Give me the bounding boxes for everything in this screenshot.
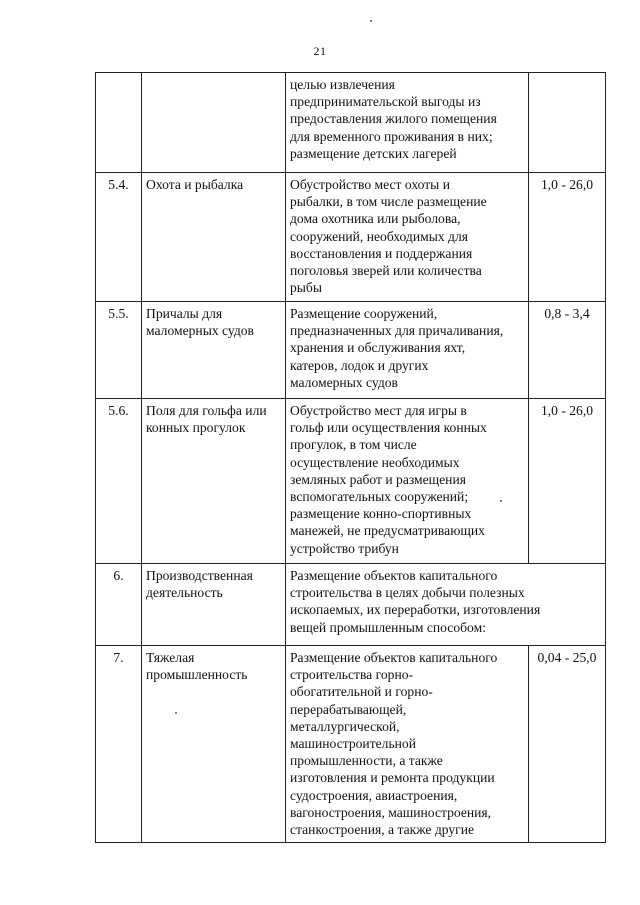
table-row xyxy=(96,173,606,302)
row-description: Размещение объектов капитального строительства в целях добычи полезных ископаемых, их переработки, изготовления вещей промышленным способом: xyxy=(286,564,606,646)
row-number: 6. xyxy=(96,564,142,646)
row-description: Обустройство мест охоты и рыбалки, в том числе размещение дома охотника или рыболова, сооружений, необходимых для восстановления и поддержания поголовья зверей или количества рыбы xyxy=(286,173,529,302)
row-number xyxy=(96,73,142,173)
row-name: Охота и рыбалка xyxy=(142,173,286,302)
row-description: Размещение сооружений, предназначенных для причаливания, хранения и обслуживания яхт, катеров, лодок и других маломерных судов xyxy=(286,302,529,399)
scan-speck xyxy=(175,712,177,714)
row-description: Размещение объектов капитального строительства горно- обогатительной и горно- перерабатывающей, металлургической, машиностроительной промышленности, а также изготовления и ремонта продукции судостроения, авиастроения, вагоностроения, машиностроения, станкостроения, а также другие xyxy=(286,646,529,843)
row-name xyxy=(142,73,286,173)
row-name: Поля для гольфа или конных прогулок xyxy=(142,399,286,564)
row-number: 5.6. xyxy=(96,399,142,564)
row-value: 1,0 - 26,0 xyxy=(529,399,606,564)
row-name: Причалы для маломерных судов xyxy=(142,302,286,399)
table-row xyxy=(96,302,606,399)
table-row xyxy=(96,399,606,564)
row-name: Производственная деятельность xyxy=(142,564,286,646)
row-value: 1,0 - 26,0 xyxy=(529,173,606,302)
table-row xyxy=(96,564,606,646)
row-description: целью извлечения предпринимательской выгоды из предоставления жилого помещения для временного проживания в них; размещение детских лагерей xyxy=(286,73,529,173)
row-name: Тяжелая промышленность xyxy=(142,646,286,843)
row-number: 7. xyxy=(96,646,142,843)
row-description: Обустройство мест для игры в гольф или осуществления конных прогулок, в том числе осуществление необходимых земляных работ и размещения вспомогательных сооружений; размещение конно-спортивных манежей, не предусматривающих устройство трибун xyxy=(286,399,529,564)
page-number: 21 xyxy=(313,44,327,58)
row-number: 5.5. xyxy=(96,302,142,399)
row-value: 0,04 - 25,0 xyxy=(529,646,606,843)
scan-speck xyxy=(500,500,502,502)
land-use-table xyxy=(95,72,606,843)
row-value: 0,8 - 3,4 xyxy=(529,302,606,399)
row-value xyxy=(529,73,606,173)
table-row xyxy=(96,73,606,173)
row-number: 5.4. xyxy=(96,173,142,302)
table-row xyxy=(96,646,606,843)
scan-speck xyxy=(370,20,372,22)
